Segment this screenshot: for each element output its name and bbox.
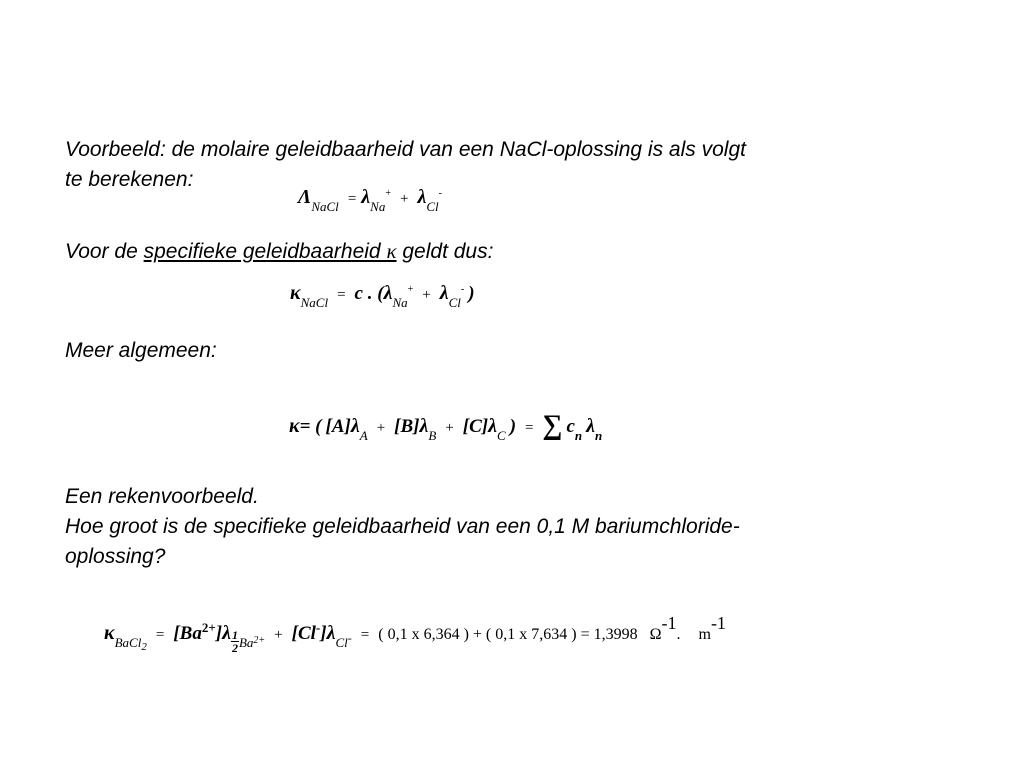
close-bracket: ] (215, 623, 223, 644)
cl-subscript: Cl (448, 295, 461, 310)
unit-dot: . (676, 626, 681, 643)
meter-exponent: -1 (710, 613, 726, 633)
kappa-symbol: κ (104, 622, 115, 644)
section2-term: specifieke geleidbaarheid (143, 240, 387, 263)
example-line-3: oplossing? (65, 545, 166, 568)
lambda-symbol: λ (417, 186, 427, 208)
ba-subscript: Ba (238, 635, 254, 650)
plus-sign: + (376, 420, 386, 436)
kappa-symbol: κ (290, 282, 301, 304)
equals-sign: = (337, 287, 346, 303)
nacl-subscript: NaCl (311, 199, 339, 214)
equation-specific-conductivity (290, 282, 475, 310)
plus-sign: + (399, 191, 409, 207)
b-subscript: B (428, 428, 437, 443)
kappa-symbol: κ (289, 415, 300, 437)
section2-suffix: geldt dus: (396, 240, 494, 263)
lambda-symbol: λ (488, 415, 498, 437)
cl-charge: - (460, 284, 465, 295)
equation-molar-conductivity (298, 186, 442, 214)
equals-sign: = (347, 191, 357, 207)
cl-subscript: Cl (426, 199, 439, 214)
general-heading (65, 336, 217, 366)
lambda-symbol: λ (383, 282, 393, 304)
intro-line-1: Voorbeeld: de molaire geleidbaarheid van een NaCl-oplossing is als volgt (65, 138, 746, 161)
lambda-symbol: λ (586, 415, 596, 437)
na-charge: + (385, 188, 391, 199)
fraction-numerator: 1 (231, 627, 238, 642)
section2-prefix: Voor de (65, 240, 144, 263)
lambda-symbol: λ (439, 282, 449, 304)
meter-unit: m (698, 626, 711, 643)
kappa-symbol: κ (386, 239, 397, 263)
cl-concentration: [Cl (291, 623, 316, 644)
equals-sign: = (155, 627, 165, 643)
concentration-term: c . ( (354, 283, 384, 304)
equation-worked-example (104, 613, 726, 655)
equation-general-sum (289, 408, 603, 443)
close-bracket: ] (320, 623, 327, 644)
equals-sign: = (360, 627, 370, 643)
example-paragraph (65, 482, 740, 572)
n-subscript: n (595, 428, 603, 443)
a-subscript: A (359, 428, 368, 443)
na-subscript: Na (370, 199, 386, 214)
ohm-unit: Ω (649, 626, 662, 643)
equals-sign: = (525, 420, 534, 436)
intro-line-2: te berekenen: (65, 168, 194, 191)
na-charge: + (407, 284, 414, 295)
example-line-1: Een rekenvoorbeeld. (65, 485, 259, 508)
specific-conductivity-paragraph (65, 236, 493, 267)
lambda-symbol: λ (222, 622, 231, 644)
lambda-symbol: λ (419, 415, 429, 437)
lambda-symbol: λ (326, 622, 336, 644)
ba-subscript-charge: 2+ (253, 635, 266, 646)
plus-sign: + (422, 287, 431, 303)
one-half-fraction (231, 629, 239, 654)
n-subscript: n (574, 428, 583, 443)
ba-concentration: [Ba (173, 623, 202, 644)
cl-subscript: Cl (335, 635, 348, 650)
specific-conductivity-term (144, 240, 397, 263)
na-subscript: Na (392, 295, 408, 310)
ba-charge: 2+ (201, 620, 216, 635)
b-concentration: [B] (394, 416, 420, 437)
a-concentration: [A] (325, 416, 351, 437)
cl-charge: - (438, 188, 442, 199)
cl-subscript-charge: - (347, 631, 352, 645)
capital-lambda-symbol: Λ (298, 186, 312, 208)
equals-open-paren: = ( (299, 416, 322, 437)
bacl2-subscript-2: 2 (141, 641, 147, 653)
ohm-exponent: -1 (661, 613, 677, 633)
calculation-result: ( 0,1 x 6,364 ) + ( 0,1 x 7,634 ) = 1,3998 (378, 626, 638, 643)
close-paren: ) (509, 416, 517, 437)
c-subscript: C (497, 428, 506, 443)
lambda-symbol: λ (350, 415, 360, 437)
sigma-icon: ∑ (542, 410, 563, 441)
plus-sign: + (445, 420, 454, 436)
close-paren: ) (468, 283, 475, 304)
section3-text: Meer algemeen: (65, 339, 217, 362)
c-concentration: [C] (462, 416, 489, 437)
c-n-term: c (566, 416, 575, 437)
example-line-2: Hoe groot is de specifieke geleidbaarheid van een 0,1 M bariumchloride- (65, 515, 740, 538)
fraction-denominator: 2 (231, 640, 238, 655)
plus-sign: + (274, 627, 283, 643)
bacl2-subscript: BaCl (114, 635, 142, 650)
lambda-symbol: λ (361, 186, 371, 208)
cl-charge: - (315, 620, 321, 635)
nacl-subscript: NaCl (300, 295, 329, 310)
